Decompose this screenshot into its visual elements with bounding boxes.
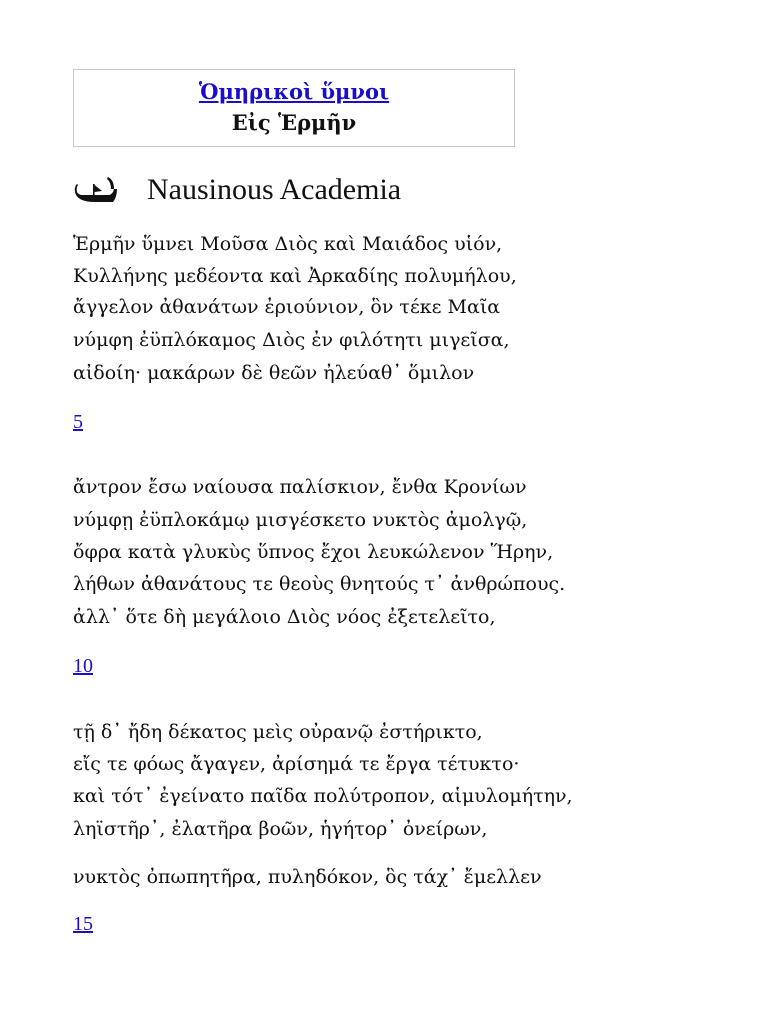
verse-line-11: τῇ δ᾽ ἤδη δέκατος μεὶς οὐρανῷ ἐστήρικτο,: [73, 721, 483, 743]
verse-line-8: ὄφρα κατὰ γλυκὺς ὕπνος ἔχοι λευκώλενον Ἥρην,: [73, 541, 554, 563]
title-box: [73, 69, 515, 147]
verse-line-6: ἄντρον ἔσω ναίουσα παλίσκιον, ἔνθα Κρονίων: [73, 476, 527, 498]
verse-line-10: ἀλλ᾽ ὅτε δὴ μεγάλοιο Διὸς νόος ἐξετελεῖτο,: [73, 606, 496, 628]
verse-line-14: ληϊστῆρ᾽, ἐλατῆρα βοῶν, ἡγήτορ᾽ ὀνείρων,: [73, 818, 488, 840]
verse-line-5: αἰδοίη· μακάρων δὲ θεῶν ἠλεύαθ᾽ ὅμιλον: [73, 362, 475, 384]
verse-line-13: καὶ τότ᾽ ἐγείνατο παῖδα πολύτροπον, αἱμυλομήτην,: [73, 785, 573, 807]
verse-line-12: εἴς τε φόως ἄγαγεν, ἀρίσημά τε ἔργα τέτυκτο·: [73, 753, 520, 775]
verse-line-1: Ἑρμῆν ὕμνει Μοῦσα Διὸς καὶ Μαιάδος υἱόν,: [73, 233, 503, 255]
verse-line-2: Κυλλήνης μεδέοντα καὶ Ἀρκαδίης πολυμήλου,: [73, 265, 517, 287]
line-number-15-link[interactable]: 15: [73, 913, 93, 935]
line-number-5-link[interactable]: 5: [73, 411, 83, 433]
brand-name: Nausinous Academia: [147, 173, 402, 206]
verse-line-7: νύμφῃ ἐϋπλοκάμῳ μισγέσκετο νυκτὸς ἀμολγῷ,: [73, 509, 528, 531]
hymn-subtitle: Εἰς Ἑρμῆν: [231, 110, 357, 135]
ship-icon: [73, 175, 119, 205]
hymns-title-link[interactable]: Ὁμηρικοὶ ὕμνοι: [198, 79, 390, 104]
verse-line-3: ἄγγελον ἀθανάτων ἐριούνιον, ὃν τέκε Μαῖα: [73, 296, 501, 318]
line-number-10-link[interactable]: 10: [73, 655, 93, 677]
verse-line-9: λήθων ἀθανάτους τε θεοὺς θνητούς τ᾽ ἀνθρώπους.: [73, 573, 566, 595]
verse-line-15: νυκτὸς ὀπωπητῆρα, πυληδόκον, ὃς τάχ᾽ ἔμελλεν: [73, 866, 542, 888]
brand: [73, 168, 401, 212]
verse-line-4: νύμφη ἐϋπλόκαμος Διὸς ἐν φιλότητι μιγεῖσα,: [73, 329, 510, 351]
